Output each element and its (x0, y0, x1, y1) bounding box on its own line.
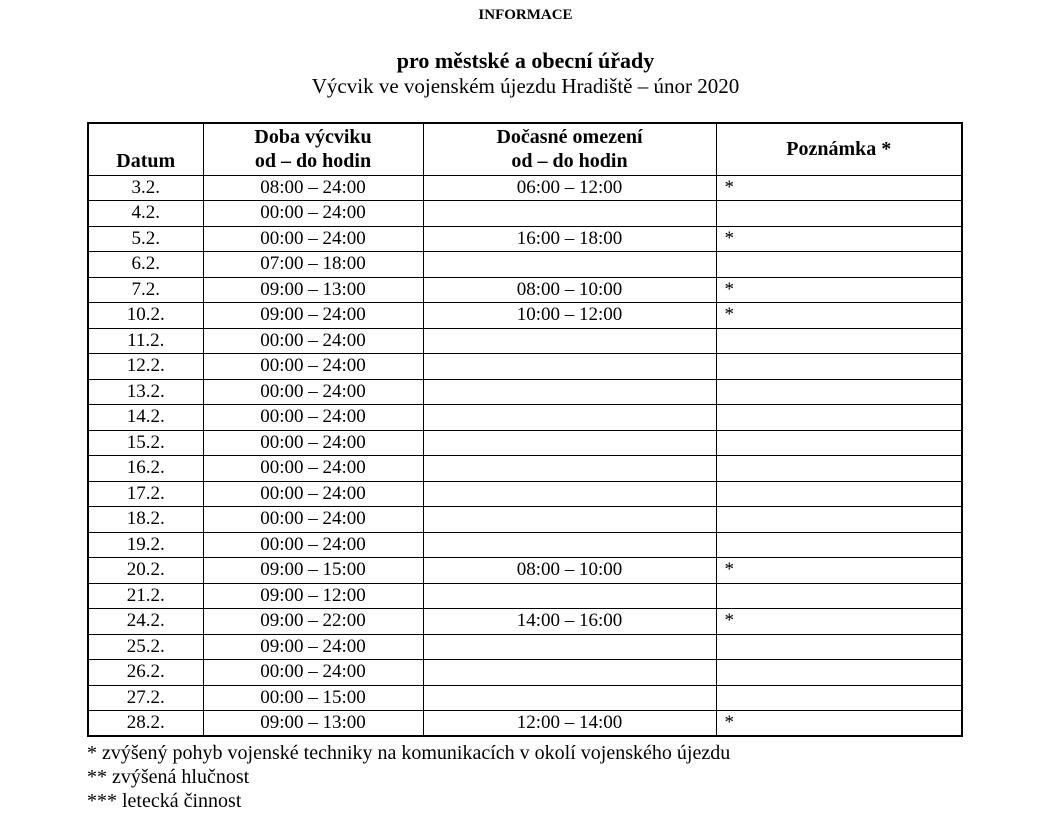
table-row (88, 685, 962, 711)
cell-doba: 00:00 – 24:00 (203, 379, 423, 405)
column-header-omezeni-line2: od – do hodin (511, 150, 628, 173)
table-row (88, 175, 962, 201)
table-row (88, 558, 962, 584)
cell-poznamka (716, 532, 962, 558)
cell-doba: 00:00 – 24:00 (203, 456, 423, 482)
cell-omezeni: 12:00 – 14:00 (423, 711, 716, 737)
table-row (88, 660, 962, 686)
cell-omezeni (423, 660, 716, 686)
table-row (88, 328, 962, 354)
cell-poznamka (716, 507, 962, 533)
cell-doba: 00:00 – 24:00 (203, 226, 423, 252)
cell-datum: 26.2. (88, 660, 203, 686)
cell-datum: 25.2. (88, 634, 203, 660)
footnote-two-asterisks: ** zvýšená hlučnost (87, 766, 250, 788)
table-row (88, 379, 962, 405)
cell-poznamka (716, 328, 962, 354)
cell-doba: 09:00 – 12:00 (203, 583, 423, 609)
cell-datum: 16.2. (88, 456, 203, 482)
cell-omezeni (423, 507, 716, 533)
cell-datum: 17.2. (88, 481, 203, 507)
table-row (88, 711, 962, 737)
cell-omezeni (423, 456, 716, 482)
column-header-omezeni-line1: Dočasné omezení (496, 126, 643, 149)
document-title: INFORMACE (478, 7, 573, 23)
cell-doba: 00:00 – 15:00 (203, 685, 423, 711)
cell-datum: 11.2. (88, 328, 203, 354)
cell-poznamka (716, 354, 962, 380)
column-header-datum (88, 123, 203, 175)
cell-datum: 4.2. (88, 201, 203, 227)
column-header-doba-line1: Doba výcviku (254, 126, 372, 149)
cell-poznamka: * (716, 226, 962, 252)
cell-poznamka (716, 634, 962, 660)
cell-doba: 00:00 – 24:00 (203, 481, 423, 507)
table-body (88, 175, 962, 736)
table-row (88, 303, 962, 329)
cell-poznamka: * (716, 609, 962, 635)
cell-poznamka: * (716, 711, 962, 737)
cell-doba: 00:00 – 24:00 (203, 201, 423, 227)
cell-datum: 5.2. (88, 226, 203, 252)
table-row (88, 634, 962, 660)
table-row (88, 507, 962, 533)
cell-omezeni (423, 685, 716, 711)
cell-doba: 09:00 – 15:00 (203, 558, 423, 584)
cell-poznamka (716, 201, 962, 227)
cell-datum: 13.2. (88, 379, 203, 405)
cell-poznamka (716, 430, 962, 456)
table-row (88, 481, 962, 507)
cell-poznamka (716, 481, 962, 507)
table-row (88, 252, 962, 278)
footnotes (87, 741, 1051, 813)
training-schedule-table (87, 122, 963, 737)
cell-poznamka: * (716, 277, 962, 303)
cell-doba: 00:00 – 24:00 (203, 660, 423, 686)
document-subtitle: pro městské a obecní úřady (396, 48, 655, 73)
column-header-poznamka-label: Poznámka * (786, 138, 892, 161)
cell-doba: 00:00 – 24:00 (203, 354, 423, 380)
table-row (88, 405, 962, 431)
cell-doba: 09:00 – 22:00 (203, 609, 423, 635)
cell-datum: 19.2. (88, 532, 203, 558)
cell-datum: 18.2. (88, 507, 203, 533)
cell-doba: 00:00 – 24:00 (203, 507, 423, 533)
cell-poznamka (716, 660, 962, 686)
column-header-doba-line2: od – do hodin (254, 150, 372, 173)
cell-poznamka: * (716, 303, 962, 329)
cell-omezeni (423, 328, 716, 354)
cell-doba: 00:00 – 24:00 (203, 430, 423, 456)
cell-datum: 24.2. (88, 609, 203, 635)
cell-omezeni (423, 379, 716, 405)
cell-datum: 7.2. (88, 277, 203, 303)
cell-datum: 10.2. (88, 303, 203, 329)
column-header-docasne-omezeni (423, 123, 716, 175)
cell-omezeni (423, 201, 716, 227)
table-row (88, 277, 962, 303)
table-row (88, 354, 962, 380)
cell-omezeni (423, 405, 716, 431)
cell-poznamka: * (716, 175, 962, 201)
column-header-doba-vycviku (203, 123, 423, 175)
cell-datum: 6.2. (88, 252, 203, 278)
cell-poznamka (716, 583, 962, 609)
cell-poznamka (716, 252, 962, 278)
cell-poznamka (716, 405, 962, 431)
cell-datum: 20.2. (88, 558, 203, 584)
cell-doba: 07:00 – 18:00 (203, 252, 423, 278)
cell-omezeni: 16:00 – 18:00 (423, 226, 716, 252)
table-header-row (88, 123, 962, 175)
cell-poznamka (716, 456, 962, 482)
cell-omezeni: 08:00 – 10:00 (423, 277, 716, 303)
table-row (88, 430, 962, 456)
cell-omezeni: 08:00 – 10:00 (423, 558, 716, 584)
cell-omezeni: 10:00 – 12:00 (423, 303, 716, 329)
document-subtitle-period: Výcvik ve vojenském újezdu Hradiště – únor 2020 (311, 74, 740, 98)
table-row (88, 456, 962, 482)
cell-doba: 09:00 – 13:00 (203, 711, 423, 737)
cell-datum: 14.2. (88, 405, 203, 431)
cell-doba: 08:00 – 24:00 (203, 175, 423, 201)
cell-datum: 15.2. (88, 430, 203, 456)
cell-omezeni (423, 354, 716, 380)
table-row (88, 226, 962, 252)
cell-omezeni (423, 583, 716, 609)
table-header (88, 123, 962, 175)
table-row (88, 609, 962, 635)
cell-datum: 27.2. (88, 685, 203, 711)
cell-poznamka: * (716, 558, 962, 584)
column-header-datum-label: Datum (116, 149, 176, 172)
cell-datum: 28.2. (88, 711, 203, 737)
cell-omezeni: 14:00 – 16:00 (423, 609, 716, 635)
cell-omezeni (423, 252, 716, 278)
cell-doba: 00:00 – 24:00 (203, 405, 423, 431)
cell-datum: 12.2. (88, 354, 203, 380)
cell-datum: 3.2. (88, 175, 203, 201)
cell-datum: 21.2. (88, 583, 203, 609)
cell-doba: 09:00 – 13:00 (203, 277, 423, 303)
footnote-one-asterisk: * zvýšený pohyb vojenské techniky na komunikacích v okolí vojenského újezdu (87, 742, 731, 764)
cell-doba: 09:00 – 24:00 (203, 634, 423, 660)
cell-omezeni: 06:00 – 12:00 (423, 175, 716, 201)
cell-doba: 00:00 – 24:00 (203, 532, 423, 558)
cell-doba: 00:00 – 24:00 (203, 328, 423, 354)
cell-omezeni (423, 532, 716, 558)
cell-omezeni (423, 430, 716, 456)
table-row (88, 532, 962, 558)
cell-omezeni (423, 481, 716, 507)
table-row (88, 583, 962, 609)
column-header-poznamka (716, 123, 962, 175)
cell-poznamka (716, 685, 962, 711)
cell-doba: 09:00 – 24:00 (203, 303, 423, 329)
footnote-three-asterisks: *** letecká činnost (87, 790, 242, 812)
table-row (88, 201, 962, 227)
cell-omezeni (423, 634, 716, 660)
cell-poznamka (716, 379, 962, 405)
